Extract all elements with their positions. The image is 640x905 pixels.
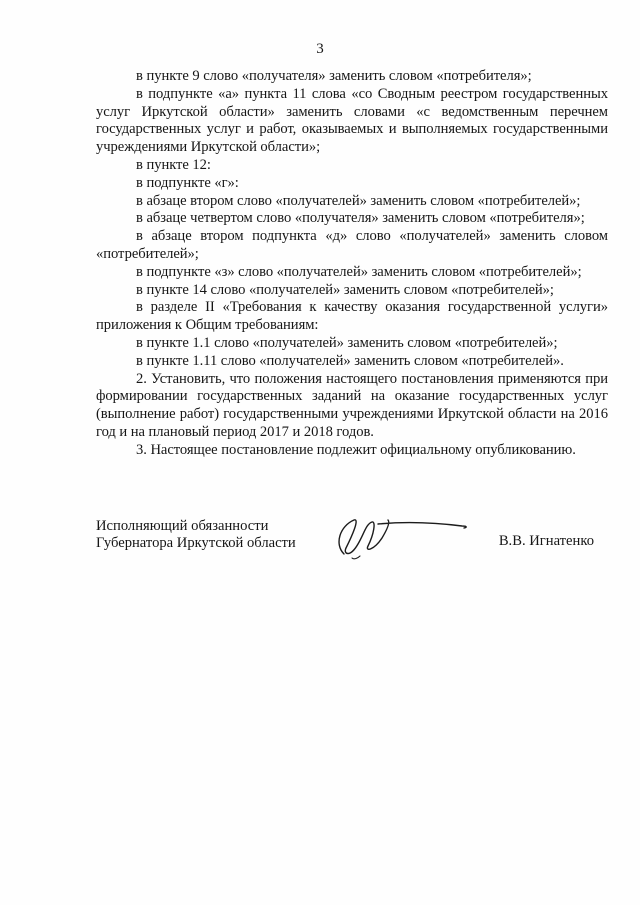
scan-artifact: [300, 0, 340, 4]
paragraph: в пункте 1.11 слово «получателей» заменить словом «потребителей».: [136, 352, 564, 369]
signatory-role-line-1: Исполняющий обязанности: [96, 518, 269, 534]
paragraph: в подпункте «а» пункта 11 слова «со Сводным реестром государственных услуг Иркутской области» заменить словами «с ведомственным перечнем государственных услуг и работ, оказываемых и выполняемых государственными учреждениями Иркутской области»;: [96, 85, 608, 156]
paragraph: в абзаце втором подпункта «д» слово «получателей» заменить словом «потребителей»;: [96, 228, 608, 262]
paragraph: в пункте 9 слово «получателя» заменить словом «потребителя»;: [136, 68, 532, 84]
paragraph: 2. Установить, что положения настоящего постановления применяются при формировании государственных заданий на оказание государственных услуг (выполнение работ) государственными учреждениями Иркутской области на 2016 год и на плановый период 2017 и 2018 годов.: [96, 370, 608, 440]
signatory-role: [96, 518, 296, 552]
document-body: [96, 68, 608, 460]
paragraph: в пункте 1.1 слово «получателей» заменить словом «потребителей»;: [136, 334, 558, 351]
paragraph: в пункте 12:: [136, 156, 211, 173]
paragraph: в абзаце втором слово «получателей» заменить словом «потребителей»;: [136, 192, 581, 209]
paragraph: в подпункте «г»:: [136, 174, 239, 191]
handwritten-signature: [330, 514, 480, 562]
paragraph: в абзаце четвертом слово «получателя» заменить словом «потребителя»;: [136, 210, 585, 227]
scan-artifact-mark: [300, 0, 340, 4]
paragraph: в подпункте «з» слово «получателей» заменить словом «потребителей»;: [136, 263, 582, 280]
signatory-role-line-2: Губернатора Иркутской области: [96, 535, 296, 551]
signature-block: [96, 518, 608, 578]
paragraph: 3. Настоящее постановление подлежит официальному опубликованию.: [136, 441, 576, 458]
paragraph: в разделе II «Требования к качеству оказания государственной услуги» приложения к Общим требованиям:: [96, 299, 608, 334]
page-number: 3: [316, 41, 324, 57]
paragraph: в пункте 14 слово «получателей» заменить словом «потребителей»;: [136, 281, 554, 298]
signatory-name: В.В. Игнатенко: [498, 533, 594, 549]
